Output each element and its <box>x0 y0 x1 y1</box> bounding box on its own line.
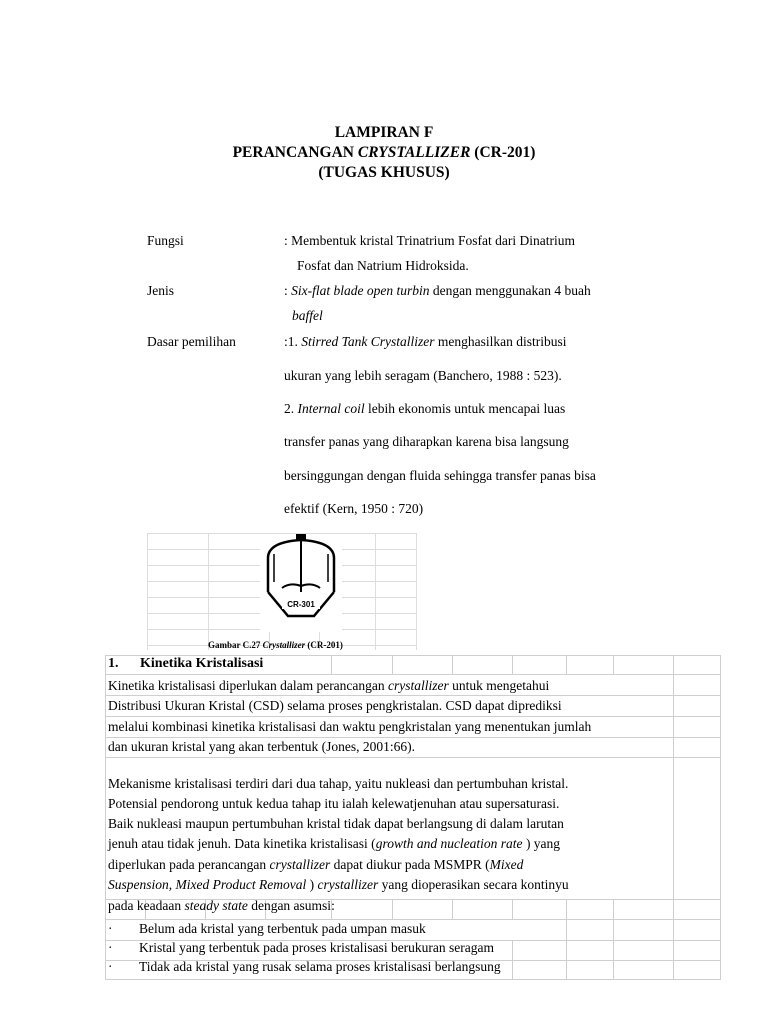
spec-value-fungsi-1: : Membentuk kristal Trinatrium Fosfat dari Dinatrium <box>284 233 575 248</box>
p2-line-7 <box>108 896 335 917</box>
p2-line-5 <box>108 855 523 876</box>
p2-l6-italic-2: crystallizer <box>317 877 379 892</box>
title-perancangan <box>0 143 768 163</box>
bullet-dot: · <box>108 921 113 936</box>
spec-value-dasar-1 <box>284 334 567 350</box>
p2-line-4 <box>108 834 560 855</box>
bullet-dot: · <box>108 959 113 974</box>
p2-line-1: Mekanisme kristalisasi terdiri dari dua tahap, yaitu nukleasi dan pertumbuhan kristal. <box>108 776 569 791</box>
p2-line-3: Baik nukleasi maupun pertumbuhan kristal tidak dapat berlangsung di dalam larutan <box>108 816 564 831</box>
spec-value-dasar-2: ukuran yang lebih seragam (Banchero, 1988 : 523). <box>284 368 562 383</box>
p1-l1-suffix: untuk mengetahui <box>448 678 550 693</box>
jenis-prefix: : <box>284 283 292 298</box>
section-number: 1. <box>108 656 119 671</box>
dasar-1-suffix: menghasilkan distribusi <box>434 334 567 349</box>
spec-label-jenis: Jenis <box>147 283 174 298</box>
p2-l6-italic: Suspension, Mixed Product Removal <box>108 877 307 892</box>
bullet-text: Kristal yang terbentuk pada proses kristalisasi berukuran seragam <box>139 940 495 955</box>
section-heading <box>108 656 263 672</box>
jenis-italic: Six-flat blade open turbin <box>291 283 430 298</box>
p2-l4-prefix: jenuh atau tidak jenuh. Data kinetika kristalisasi ( <box>108 836 376 851</box>
bullet-item <box>108 921 426 937</box>
bullet-dot: · <box>108 940 113 955</box>
spec-value-dasar-6: efektif (Kern, 1950 : 720) <box>284 501 424 516</box>
title-suffix: (CR-201) <box>470 144 536 161</box>
p2-l5-italic: crystallizer <box>269 857 331 872</box>
p2-l7-suffix: dengan asumsi: <box>247 898 335 913</box>
title-italic: CRYSTALLIZER <box>357 144 471 161</box>
caption-suffix: (CR-201) <box>305 640 343 650</box>
spec-label-dasar: Dasar pemilihan <box>147 334 236 349</box>
p2-l6-mid: ) <box>306 877 318 892</box>
p1-line-2: Distribusi Ukuran Kristal (CSD) selama proses pengkristalan. CSD dapat diprediksi <box>108 698 562 713</box>
title-tugas-khusus: (TUGAS KHUSUS) <box>318 164 450 181</box>
spec-label-fungsi: Fungsi <box>147 233 184 248</box>
spec-value-jenis-2 <box>292 308 323 324</box>
crystallizer-vessel-icon <box>260 534 342 632</box>
dasar-1-italic: Stirred Tank Crystallizer <box>301 334 435 349</box>
p2-line-6 <box>108 875 569 896</box>
figure-caption <box>208 640 343 650</box>
bullet-item <box>108 940 494 956</box>
p2-l7-italic: steady state <box>184 898 248 913</box>
spec-value-dasar-5: bersinggungan dengan fluida sehingga transfer panas bisa <box>284 468 596 483</box>
spec-value-dasar-4: transfer panas yang diharapkan karena bisa langsung <box>284 434 569 449</box>
spec-value-fungsi-2: Fosfat dan Natrium Hidroksida. <box>297 258 469 273</box>
dasar-3-italic: Internal coil <box>297 401 365 416</box>
title-lampiran: LAMPIRAN F <box>334 124 434 141</box>
p2-l4-suffix: ) yang <box>522 836 561 851</box>
p1-line-1 <box>108 676 549 697</box>
bullet-text: Tidak ada kristal yang rusak selama proses kristalisasi berlangsung <box>139 959 501 974</box>
p1-l1-prefix: Kinetika kristalisasi diperlukan dalam perancangan <box>108 678 389 693</box>
p1-l1-italic: crystallizer <box>388 678 449 693</box>
dasar-1-prefix: :1. <box>284 334 302 349</box>
p1-line-3: melalui kombinasi kinetika kristalisasi dan waktu pengkristalan yang menentukan jumlah <box>108 719 592 734</box>
p1-line-4: dan ukuran kristal yang akan terbentuk (Jones, 2001:66). <box>108 739 416 754</box>
p2-l4-italic: growth and nucleation rate <box>375 836 523 851</box>
caption-italic: Crystallizer <box>262 640 306 650</box>
vessel-label: CR-301 <box>287 600 315 609</box>
jenis-baffel: baffel <box>292 308 323 323</box>
dasar-3-suffix: lebih ekonomis untuk mencapai luas <box>364 401 566 416</box>
p2-l7-prefix: pada keadaan <box>108 898 185 913</box>
bullet-item <box>108 959 501 975</box>
spec-value-jenis-1 <box>284 283 591 299</box>
bullet-text: Belum ada kristal yang terbentuk pada umpan masuk <box>139 921 426 936</box>
p2-l5-italic-2: Mixed <box>489 857 524 872</box>
p2-l5-suffix: dapat diukur pada MSMPR ( <box>330 857 490 872</box>
caption-prefix: Gambar C.27 <box>208 640 263 650</box>
section-title: Kinetika Kristalisasi <box>140 656 264 671</box>
p2-l6-suffix: yang dioperasikan secara kontinyu <box>378 877 569 892</box>
spec-value-dasar-3 <box>284 401 565 417</box>
jenis-suffix: dengan menggunakan 4 buah <box>429 283 591 298</box>
dasar-3-prefix: 2. <box>284 401 298 416</box>
p2-line-2: Potensial pendorong untuk kedua tahap itu ialah kelewatjenuhan atau supersaturasi. <box>108 796 560 811</box>
title-prefix: PERANCANGAN <box>232 144 358 161</box>
p2-l5-prefix: diperlukan pada perancangan <box>108 857 270 872</box>
